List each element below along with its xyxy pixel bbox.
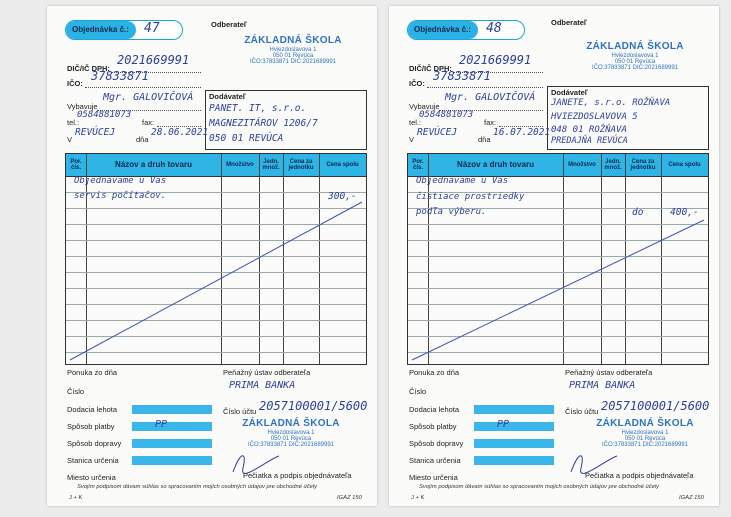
dic-value: 2021669991: [459, 53, 532, 67]
ico-value: 37833871: [91, 69, 149, 83]
delivery-label: Dodacia lehota: [409, 405, 460, 414]
stamp-name: ZÁKLADNÁ ŠKOLA: [244, 35, 342, 46]
publisher: J + K: [411, 495, 425, 501]
stamp2-name: ZÁKLADNÁ ŠKOLA: [242, 418, 340, 429]
ico-value: 37833871: [433, 69, 491, 83]
payment-value: PP: [155, 419, 168, 430]
stamp-city: 050 01 Revúca: [272, 52, 314, 59]
stamp2-city: 050 01 Revúca: [624, 435, 666, 442]
account-value: 2057100001/5600: [259, 399, 368, 413]
col-unit-price: Cena za jednotku: [288, 158, 314, 171]
col-name: Názov a druh tovaru: [457, 159, 534, 169]
col-por: Por. čís.: [412, 158, 424, 171]
supplier-label: Dodávateľ: [209, 92, 246, 101]
ico-line: [85, 87, 201, 88]
stamp2-ids: IČO:37833871 DIČ:2021689991: [601, 442, 689, 449]
fax-label: fax:: [142, 118, 155, 127]
col-unit: Jedn. množ.: [262, 158, 280, 171]
supplier-label: Dodávateľ: [551, 88, 588, 97]
number-label: Číslo: [409, 387, 427, 396]
customer-label: Odberateľ: [211, 20, 247, 29]
strike-line: [408, 154, 708, 364]
payment-value: PP: [497, 419, 510, 430]
supplier-line-2: MAGNEZITÁROV 1206/7: [209, 118, 318, 129]
supplier-line-1: JANETE, s.r.o. ROŽŇAVA: [551, 98, 671, 108]
col-total: Cena spolu: [326, 161, 359, 168]
transport-label: Spôsob dopravy: [67, 439, 122, 448]
stamp2-street: Hviezdoslavova 1: [267, 429, 315, 436]
bank-label: Peňažný ústav odberateľa: [565, 368, 653, 377]
payment-label: Spôsob platby: [409, 422, 457, 431]
tel-value: 0584881073: [77, 110, 132, 120]
account-label: Číslo účtu: [223, 407, 257, 416]
supplier-line-3: 050 01 REVÚCA: [209, 133, 284, 144]
order-number-label: Objednávka č.:: [66, 21, 136, 39]
item-total: 400,-: [670, 207, 699, 218]
stamp-ids: IČO:37833871 DIČ:2021689991: [591, 65, 679, 72]
stamp2-street: Hviezdoslavova 1: [621, 429, 669, 436]
offer-label: Ponuka zo dňa: [67, 368, 118, 377]
customer-label: Odberateľ: [551, 18, 587, 27]
date-label: dňa: [478, 135, 491, 144]
stamp-street: Hviezdoslavova 1: [611, 52, 659, 59]
order-form-47: [47, 6, 377, 506]
tel-label: tel.:: [67, 118, 80, 127]
transport-label: Spôsob dopravy: [409, 439, 464, 448]
bank-value: PRIMA BANKA: [569, 380, 636, 391]
supplier-line-4: PREDAJŇA REVÚCA: [551, 136, 628, 146]
date-value: 16.07.2021: [493, 127, 551, 138]
order-number-field: [407, 20, 525, 40]
station-field: [132, 456, 212, 465]
payment-field: [132, 422, 212, 431]
col-por: Por. čís.: [70, 158, 82, 171]
item-qty: do: [632, 207, 644, 218]
item-line-1: Objednávame u Vás: [416, 176, 509, 186]
col-unit: Jedn. množ.: [604, 158, 622, 171]
signature-label: Pečiatka a podpis objednávateľa: [243, 471, 352, 480]
transport-field: [474, 439, 554, 448]
order-form-48: [389, 6, 719, 506]
bank-label: Peňažný ústav odberateľa: [223, 368, 311, 377]
ico-label: IČO:: [67, 79, 83, 88]
item-line-3: podľa výberu.: [416, 207, 487, 217]
issued-by-value: Mgr. GALOVIČOVÁ: [445, 92, 536, 103]
station-label: Stanica určenia: [409, 456, 461, 465]
signature-label: Pečiatka a podpis objednávateľa: [585, 471, 694, 480]
col-qty: Množstvo: [226, 161, 254, 168]
stamp2-ids: IČO:37833871 DIČ:2021689991: [247, 442, 335, 449]
supplier-line-2: HVIEZDOSLAVOVA 5: [551, 112, 638, 122]
issued-by-label: Vybavuje: [409, 102, 440, 111]
consent-text: Svojím podpisom dávam súhlas so spracovaním mojich osobných údajov pre obchodné účely: [77, 484, 318, 490]
bank-value: PRIMA BANKA: [229, 380, 296, 391]
item-total: 300,-: [328, 191, 357, 202]
tel-value: 0584881073: [419, 110, 474, 120]
customer-stamp: [575, 42, 695, 71]
place-label: V: [409, 135, 415, 144]
ico-label: IČO:: [409, 79, 425, 88]
destination-label: Miesto určenia: [409, 473, 458, 482]
date-label: dňa: [136, 135, 149, 144]
account-label: Číslo účtu: [565, 407, 599, 416]
col-unit-price: Cena za jednotku: [630, 158, 656, 171]
place-label: V: [67, 135, 73, 144]
col-total: Cena spolu: [668, 161, 701, 168]
payment-field: [474, 422, 554, 431]
form-code: IGAZ 150: [679, 495, 704, 501]
publisher: J + K: [69, 495, 83, 501]
signature-stamp: [231, 419, 351, 448]
order-number-label: Objednávka č.:: [408, 21, 478, 39]
issued-by-value: Mgr. GALOVIČOVÁ: [103, 92, 194, 103]
stamp-city: 050 01 Revúca: [614, 58, 656, 65]
delivery-field: [474, 405, 554, 414]
payment-label: Spôsob platby: [67, 422, 115, 431]
delivery-label: Dodacia lehota: [67, 405, 118, 414]
place-value: REVÚCEJ: [417, 127, 458, 138]
account-value: 2057100001/5600: [601, 399, 710, 413]
items-table: [407, 153, 709, 365]
stamp-ids: IČO:37833871 DIČ:2021689991: [249, 59, 337, 66]
form-code: IGAZ 150: [337, 495, 362, 501]
issued-by-label: Vybavuje: [67, 102, 98, 111]
customer-stamp: [233, 36, 353, 65]
dic-value: 2021669991: [117, 53, 190, 67]
fax-label: fax:: [484, 118, 497, 127]
tel-label: tel.:: [409, 118, 422, 127]
place-value: REVÚCEJ: [75, 127, 116, 138]
strike-line: [66, 154, 366, 364]
stamp2-city: 050 01 Revúca: [270, 435, 312, 442]
dic-label: DIČ/IČ DPH:: [409, 64, 452, 73]
col-qty: Množstvo: [568, 161, 596, 168]
col-name: Názov a druh tovaru: [115, 159, 192, 169]
delivery-field: [132, 405, 212, 414]
offer-label: Ponuka zo dňa: [409, 368, 460, 377]
item-line-2: servis počítačov.: [74, 191, 167, 201]
signature-stamp: [585, 419, 705, 448]
destination-label: Miesto určenia: [67, 473, 116, 482]
supplier-line-1: PANET. IT, s.r.o.: [209, 103, 307, 114]
item-line-1: Objednávame u Vás: [74, 176, 167, 186]
stamp2-name: ZÁKLADNÁ ŠKOLA: [596, 418, 694, 429]
supplier-line-3: 048 01 ROŽŇAVA: [551, 125, 627, 135]
order-number-value: 47: [144, 21, 160, 36]
order-number-value: 48: [486, 21, 502, 36]
transport-field: [132, 439, 212, 448]
consent-text: Svojím podpisom dávam súhlas so spracovaním mojich osobných údajov pre obchodné účely: [419, 484, 660, 490]
stamp-name: ZÁKLADNÁ ŠKOLA: [586, 41, 684, 52]
ico-line: [427, 87, 543, 88]
date-value: 28.06.2021: [151, 127, 209, 138]
station-field: [474, 456, 554, 465]
stamp-street: Hviezdoslavova 1: [269, 46, 317, 53]
order-number-field: [65, 20, 183, 40]
items-table: [65, 153, 367, 365]
number-label: Číslo: [67, 387, 85, 396]
item-line-2: čistiace prostriedky: [416, 192, 525, 202]
station-label: Stanica určenia: [67, 456, 119, 465]
dic-label: DIČ/IČ DPH:: [67, 64, 110, 73]
